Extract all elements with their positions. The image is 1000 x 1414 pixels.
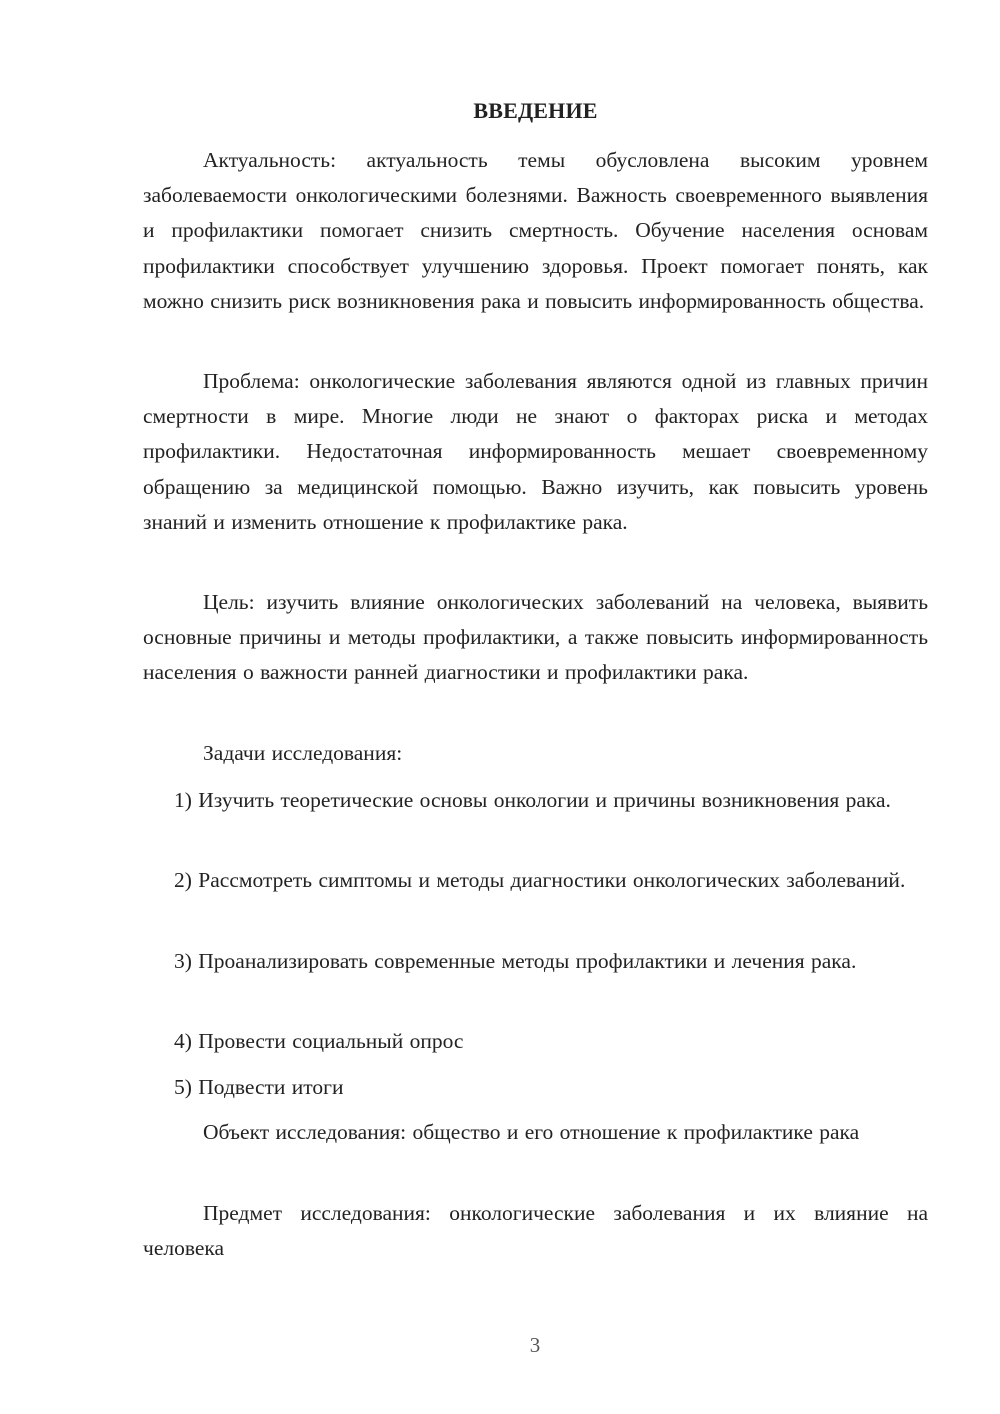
paragraph-subject: Предмет исследования: онкологические заболевания и их влияние на человека — [143, 1201, 928, 1261]
tasks-heading: Задачи исследования: — [203, 741, 403, 765]
paragraph-problem: Проблема: онкологические заболевания являются одной из главных причин смертности в мире. Многие люди не знают о факторах риска и методах профилактики. Недостаточная информированность мешает своевременному обращению за медицинской помощью. Важно изучить, как повысить уровень знаний и изменить отношение к профилактике рака. — [143, 369, 928, 534]
paragraph-object: Объект исследования: общество и его отношение к профилактике рака — [203, 1120, 860, 1144]
page-number: 3 — [529, 1333, 541, 1357]
task-item-2: 2) Рассмотреть симптомы и методы диагностики онкологических заболеваний. — [174, 868, 906, 892]
task-item-5: 5) Подвести итоги — [174, 1075, 344, 1099]
paragraph-relevance: Актуальность: актуальность темы обусловлена высоким уровнем заболеваемости онкологическими болезнями. Важность своевременного выявления и профилактики помогает снизить смертность. Обучение населения основам профилактики способствует улучшению здоровья. Проект помогает понять, как можно снизить риск возникновения рака и повысить информированность общества. — [143, 148, 928, 313]
task-item-1: 1) Изучить теоретические основы онкологии и причины возникновения рака. — [174, 788, 891, 812]
page-title: ВВЕДЕНИЕ — [473, 98, 598, 123]
paragraph-goal: Цель: изучить влияние онкологических заболеваний на человека, выявить основные причины и методы профилактики, а также повысить информированность населения о важности ранней диагностики и профилактики рака. — [143, 590, 928, 685]
task-item-4: 4) Провести социальный опрос — [174, 1029, 464, 1053]
task-item-3: 3) Проанализировать современные методы профилактики и лечения рака. — [174, 949, 857, 973]
